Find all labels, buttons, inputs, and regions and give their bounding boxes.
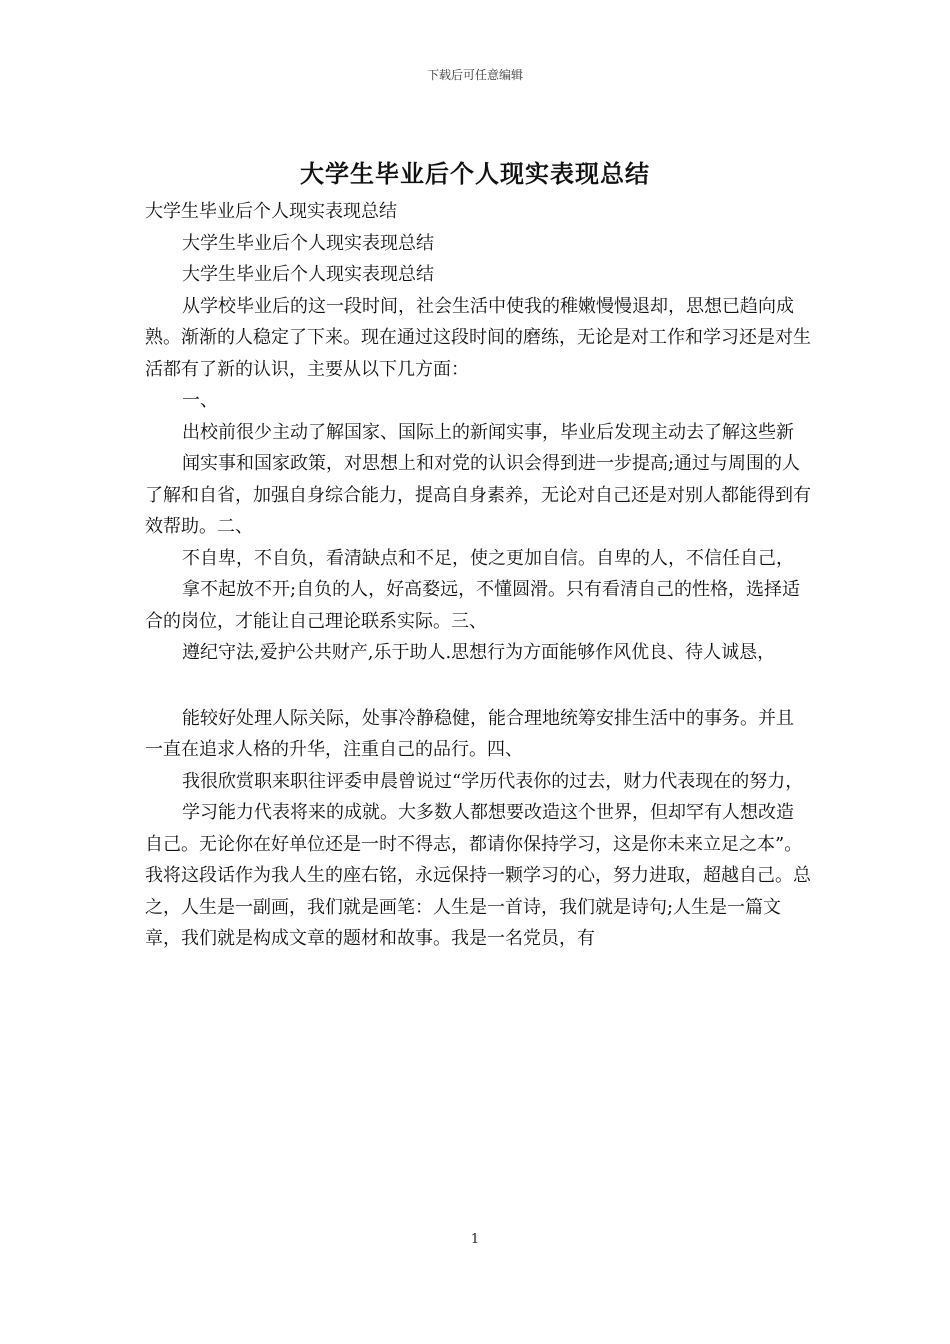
paragraph-quote-2: 学习能力代表将来的成就。大多数人都想要改造这个世界，但却罕有人想改造自己。无论你在好单位还是一时不得志，都请你保持学习，这是你未来立足之本”。我将这段话作为我人生的座右铭，永远保持一颗学习的心，努力进取，超越自己。总之，人生是一副画，我们就是画笔：人生是一首诗，我们就是诗句;人生是一篇文章，我们就是构成文章的题材和故事。我是一名党员，有 — [145, 802, 811, 949]
paragraph-subtitle-1: 大学生毕业后个人现实表现总结 — [145, 201, 397, 222]
paragraph-intro: 从学校毕业后的这一段时间，社会生活中使我的稚嫩慢慢退却，思想已趋向成熟。渐渐的人稳定了下来。现在通过这段时间的磨练，无论是对工作和学习还是对生活都有了新的认识，主要从以下几方面： — [145, 295, 811, 380]
page-header: 下载后可任意编辑 — [426, 68, 523, 82]
paragraph-confidence-2: 拿不起放不开;自负的人，好高婺远，不懂圆滑。只有看清自己的性格，选择适合的岗位，才能让自己理论联系实际。三、 — [145, 579, 801, 632]
document-title: 大学生毕业后个人现实表现总结 — [300, 159, 650, 188]
paragraph-quote-1: 我很欣赏职来职往评委申晨曾说过“学历代表你的过去，财力代表现在的努力， — [182, 770, 804, 792]
paragraph-subtitle-3: 大学生毕业后个人现实表现总结 — [182, 264, 434, 285]
paragraph-confidence-1: 不自卑，不自负，看清缺点和不足，使之更加自信。自卑的人，不信任自己， — [182, 547, 794, 569]
page-number: 1 — [470, 1232, 480, 1247]
paragraph-news-2: 闻实事和国家政策，对思想上和对党的认识会得到进一步提高;通过与周围的人了解和自省，加强自身综合能力，提高自身素养，无论对自己还是对别人都能得到有效帮助。二、 — [145, 453, 811, 537]
paragraph-subtitle-2: 大学生毕业后个人现实表现总结 — [182, 232, 434, 254]
section-heading-one: 一、 — [182, 390, 218, 411]
paragraph-conduct-1: 遵纪守法,爱护公共财产,乐于助人.思想行为方面能够作风优良、待人诚恳， — [182, 642, 776, 663]
paragraph-conduct-2: 能较好处理人际关际，处事冷静稳健，能合理地统筹安排生活中的事务。并且一直在追求人格的升华，注重自己的品行。四、 — [145, 707, 794, 760]
paragraph-gap — [145, 669, 811, 703]
document-body — [145, 196, 811, 955]
paragraph-news-1: 出校前很少主动了解国家、国际上的新闻实事，毕业后发现主动去了解这些新 — [182, 421, 794, 443]
